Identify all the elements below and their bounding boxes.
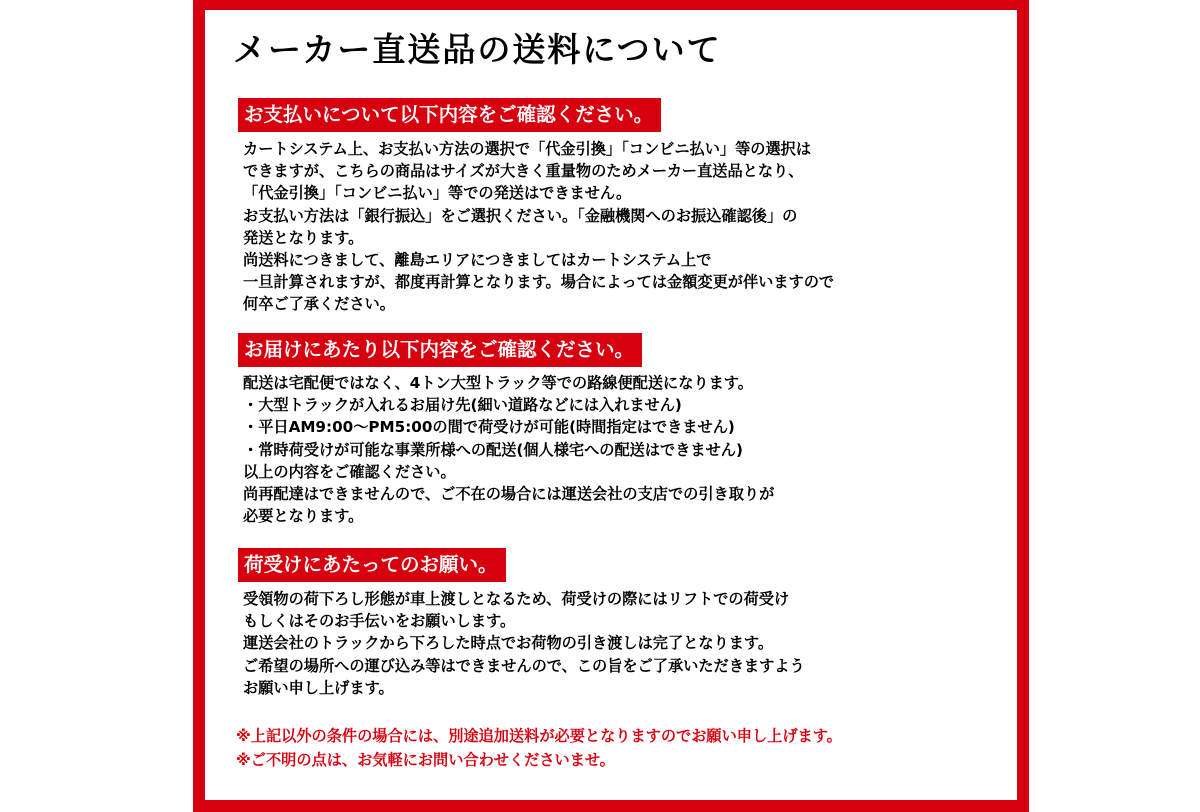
text-line: もしくはそのお手伝いをお願いします。 (243, 612, 516, 631)
footnotes (236, 724, 842, 772)
text-line: 「代金引換」「コンビニ払い」等での発送はできません。 (243, 184, 632, 203)
notice-frame (193, 0, 1029, 812)
text-line: 一旦計算されますが、都度再計算となります。場合によっては金額変更が伴いますので (243, 273, 835, 292)
text-line: 配送は宅配便ではなく、4トン大型トラック等での路線便配送になります。 (243, 374, 753, 392)
text-line: 何卒ご了承ください。 (243, 295, 395, 314)
text-line: お支払い方法は「銀行振込」をご選択ください。「金融機関へのお振込確認後」の (243, 206, 798, 225)
text-line: 尚送料につきまして、離島エリアにつきましてはカートシステム上で (243, 251, 712, 270)
section-body-receiving (243, 588, 805, 699)
text-line: 以上の内容をご確認ください。 (243, 462, 456, 481)
section-body-delivery (243, 372, 774, 527)
text-line: お願い申し上げます。 (243, 678, 394, 697)
text-line: 尚再配達はできませんので、ご不在の場合には運送会社の支店での引き取りが (243, 485, 775, 504)
text-line: 運送会社のトラックから下ろした時点でお荷物の引き渡しは完了となります。 (243, 634, 774, 653)
text-line: カートシステム上、お支払い方法の選択で「代金引換」「コンビニ払い」等の選択は (243, 140, 812, 158)
page-title: メーカー直送品の送料について (233, 30, 722, 69)
section-heading-receiving: 荷受けにあたってのお願い。 (238, 548, 506, 582)
footnote-contact: ※ご不明の点は、お気軽にお問い合わせくださいませ。 (236, 751, 615, 769)
text-line: ・大型トラックが入れるお届け先(細い道路などには入れません) (243, 396, 682, 415)
text-line: ご希望の場所への運び込み等はできませんので、この旨をご了承いただきますよう (243, 656, 805, 675)
text-line: ・平日AM9:00～PM5:00の間で荷受けが可能(時間指定はできません) (243, 418, 735, 437)
text-line: ・常時荷受けが可能な事業所様への配送(個人様宅への配送はできません) (243, 440, 743, 459)
section-body-payment (243, 138, 834, 316)
text-line: できますが、こちらの商品はサイズが大きく重量物のためメーカー直送品となり、 (243, 162, 804, 181)
text-line: 発送となります。 (243, 228, 364, 247)
footnote-additional-fee: ※上記以外の条件の場合には、別途追加送料が必要となりますのでお願い申し上げます。 (236, 727, 842, 745)
text-line: 受領物の荷下ろし形態が車上渡しとなるため、荷受けの際にはリフトでの荷受け (243, 590, 790, 608)
section-heading-delivery: お届けにあたり以下内容をご確認ください。 (238, 333, 642, 367)
text-line: 必要となります。 (243, 507, 364, 526)
section-heading-payment: お支払いについて以下内容をご確認ください。 (238, 98, 661, 132)
